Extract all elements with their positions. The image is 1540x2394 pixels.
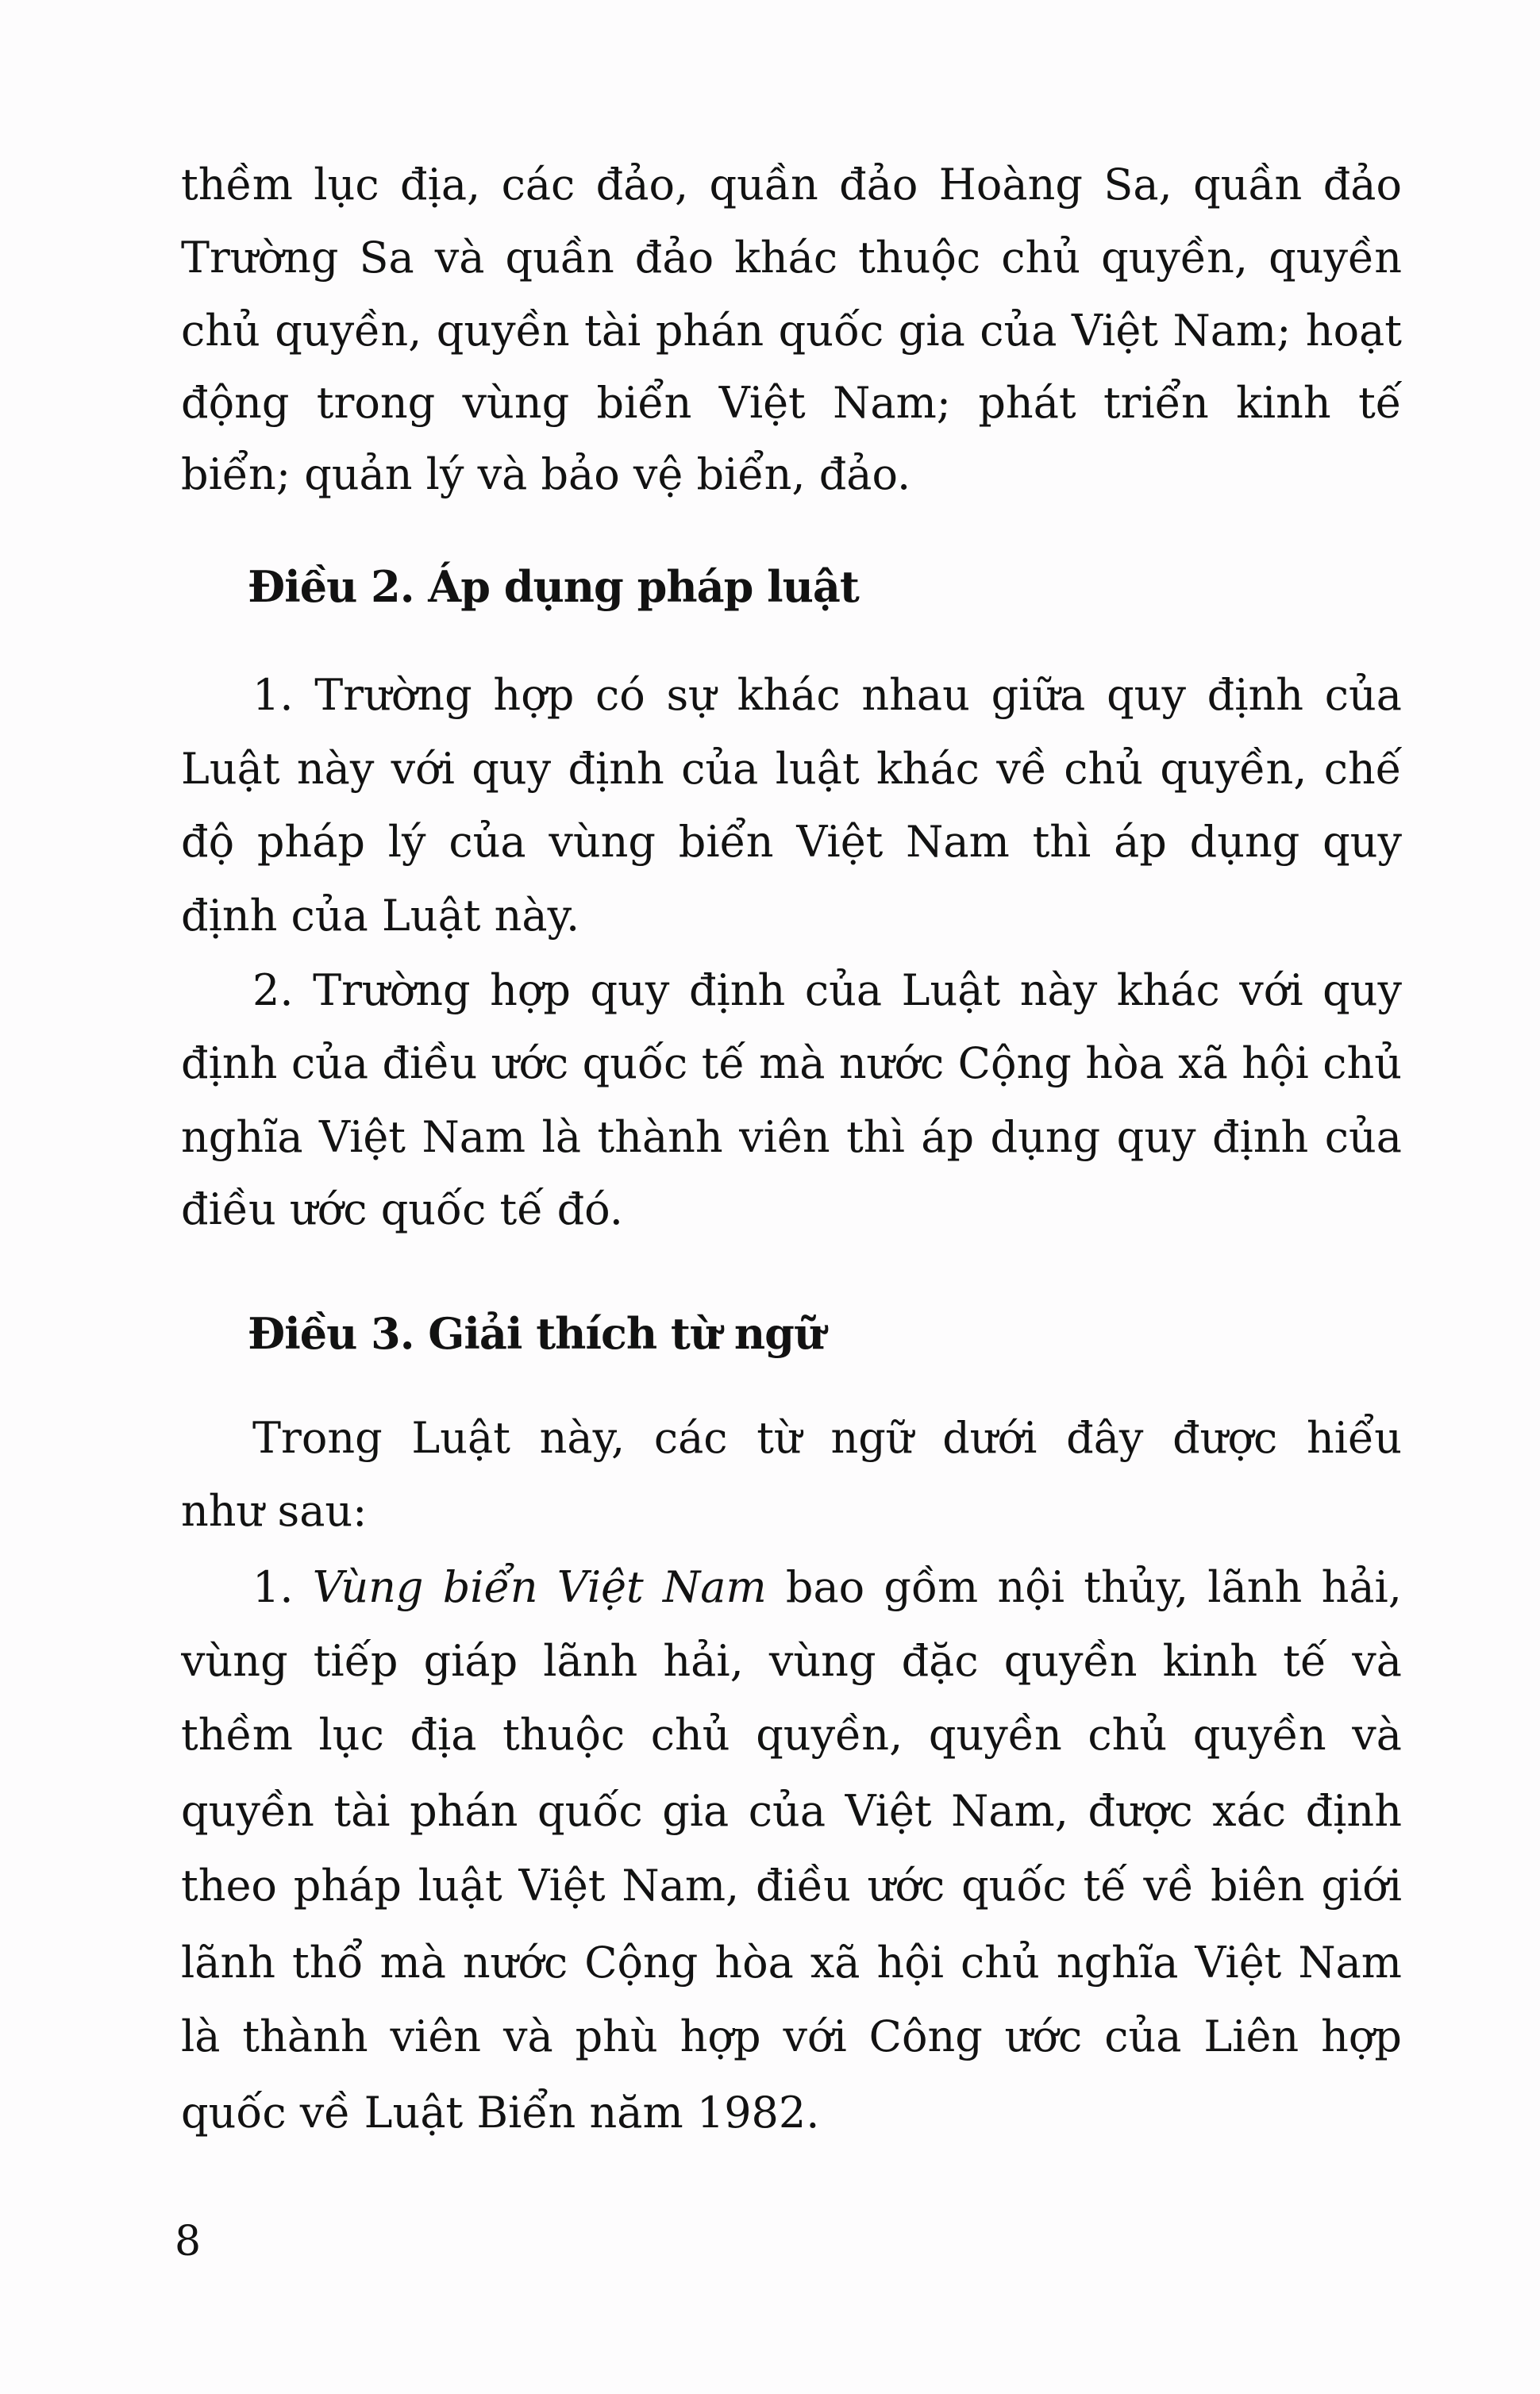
defined-term: Vùng biển Việt Nam	[312, 1562, 767, 1612]
article-3-intro-line: như sau:	[181, 1486, 368, 1536]
article-3-clause-1-line: là thành viên và phù hợp với Công ước của Liên hợp	[181, 2011, 1402, 2061]
article-3-clause-1-line: quyền tài phán quốc gia của Việt Nam, được xác định	[181, 1786, 1402, 1836]
clause-number: 1.	[252, 1562, 294, 1612]
article-3-clause-1-line: theo pháp luật Việt Nam, điều ước quốc tế về biên giới	[181, 1861, 1402, 1911]
article-3-intro-line: Trong Luật này, các từ ngữ dưới đây được hiểu	[252, 1413, 1402, 1463]
article-2-clause-2-line: nghĩa Việt Nam là thành viên thì áp dụng quy định của	[181, 1112, 1402, 1162]
article-2-clause-1-line: Luật này với quy định của luật khác về chủ quyền, chế	[181, 744, 1402, 794]
page-number: 8	[175, 2218, 202, 2265]
article-2-clause-1-line: độ pháp lý của vùng biển Việt Nam thì áp dụng quy	[181, 817, 1402, 867]
article-2-clause-1-line: 1. Trường hợp có sự khác nhau giữa quy định của	[252, 670, 1402, 720]
body-line: biển; quản lý và bảo vệ biển, đảo.	[181, 449, 911, 499]
article-2-clause-2-line: điều ước quốc tế đó.	[181, 1184, 623, 1234]
article-2-clause-2-line: định của điều ước quốc tế mà nước Cộng hòa xã hội chủ	[181, 1038, 1402, 1088]
clause-text: bao gồm nội thủy, lãnh hải,	[785, 1562, 1402, 1612]
article-3-clause-1-line: thềm lục địa thuộc chủ quyền, quyền chủ quyền và	[181, 1710, 1402, 1760]
article-2-clause-2-line: 2. Trường hợp quy định của Luật này khác với quy	[252, 965, 1402, 1015]
body-line: động trong vùng biển Việt Nam; phát triển kinh tế	[181, 378, 1402, 428]
article-3-clause-1-line: quốc về Luật Biển năm 1982.	[181, 2088, 820, 2138]
article-2-heading: Điều 2. Áp dụng pháp luật	[248, 561, 859, 612]
article-3-clause-1-first-line	[252, 1556, 1402, 1619]
body-line: thềm lục địa, các đảo, quần đảo Hoàng Sa, quần đảo	[181, 160, 1402, 210]
article-2-clause-1-line: định của Luật này.	[181, 891, 580, 941]
body-line: chủ quyền, quyền tài phán quốc gia của Việt Nam; hoạt	[181, 306, 1402, 356]
article-3-clause-1-line: lãnh thổ mà nước Cộng hòa xã hội chủ nghĩa Việt Nam	[181, 1938, 1402, 1988]
article-3-heading: Điều 3. Giải thích từ ngữ	[248, 1308, 825, 1359]
article-3-clause-1-line: vùng tiếp giáp lãnh hải, vùng đặc quyền kinh tế và	[181, 1636, 1402, 1686]
body-line: Trường Sa và quần đảo khác thuộc chủ quyền, quyền	[181, 233, 1402, 283]
